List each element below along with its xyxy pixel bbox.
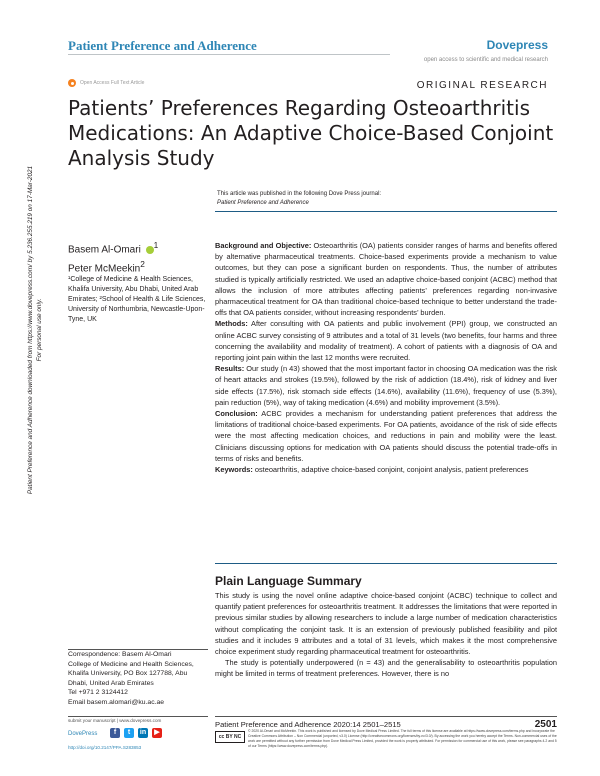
footer-rule xyxy=(215,716,557,717)
author-1 xyxy=(68,238,158,257)
orcid-icon[interactable] xyxy=(146,246,154,254)
abstract-results xyxy=(215,363,557,408)
abstract-heading: Background and Objective: xyxy=(215,241,312,250)
abstract-heading: Methods: xyxy=(215,319,248,329)
abstract-text: Our study (n 43) showed that the most important factor in choosing OA medication was the risk of heart attacks and strokes (19.5%), followed by the risk of addiction (18.4%), risk of kidney and liver side effects (17.5%), risk stomach side effects (14.6%), availability (11.6%), frequency of use (5.3%), pain reduction (5%), way of taking medication (4.6%) and mobility improvement (3.5%). xyxy=(215,364,557,407)
download-line: Patient Preference and Adherence downloaded from https://www.dovepress.com/ by 5.236.255.219 on 17-Mar-2021 xyxy=(27,165,34,495)
journal-name: Patient Preference and Adherence xyxy=(68,38,257,53)
abstract-background xyxy=(215,240,557,318)
abstract-heading: Keywords: xyxy=(215,465,253,475)
correspondence-email[interactable]: Email basem.alomari@ku.ac.ae xyxy=(68,698,165,706)
social-links xyxy=(110,728,162,738)
abstract-text: After consulting with OA patients and public involvement (PPI) group, we constructed an online ACBC survey consisting of 9 attributes and a total of 31 levels (two benefits, four harms and three concerning the availability and modality of treatment). A cohort of patients with a diagnosis of OA and reporting joint pain within the last 12 months were recruited. xyxy=(215,319,557,363)
abstract-heading: Conclusion: xyxy=(215,409,258,419)
publication-note xyxy=(217,190,557,208)
abstract-text: ACBC provides a mechanism for understanding patient preferences that address the limitations of traditional choice-based experiments. For OA patients, avoidance of the risk of side effects were the most affecting medication choices, and reductions in pain and mobility were the least. Clinicians discussing options for medication with OA patients should discuss the potential trade-offs in terms of risks and benefits. xyxy=(215,409,557,463)
author-affil-sup: 1 xyxy=(153,240,159,250)
submit-manuscript-link[interactable]: submit your manuscript | www.dovepress.com xyxy=(68,718,162,723)
affiliations: ¹College of Medicine & Health Sciences, Khalifa University, Abu Dhabi, United Arab Emirates; ²School of Health & Life Sciences, University of Northumbria, Newcastle-Upon-Tyne, UK xyxy=(68,276,206,323)
publication-note-journal: Patient Preference and Adherence xyxy=(217,200,309,206)
abstract-text: osteoarthritis, adaptive choice-based conjoint, conjoint analysis, patient preferences xyxy=(252,465,529,475)
author-2 xyxy=(68,257,158,276)
youtube-icon[interactable]: ▶ xyxy=(152,728,162,738)
publisher-tagline: open access to scientific and medical research xyxy=(423,57,548,63)
article-type: ORIGINAL RESEARCH xyxy=(416,80,548,91)
page-number: 2501 xyxy=(534,719,557,730)
summary-paragraph: This study is using the novel online adaptive choice-based conjoint (ACBC) technique to collect and quantify patient preferences for osteoarthritis treatment. It addresses the limitations that were reported in previous similar studies by allowing researchers to include a large number of medication characteristics without complicating the conjoint task. It is an extension of previously published feasibility and pilot studies and it includes 9 attributes and a total of 31 levels, which makes it the most comprehensive choice experiment study regarding pharmaceutical treatment for osteoarthritis. xyxy=(215,591,557,657)
correspondence-line: Khalifa University, PO Box 127788, Abu xyxy=(68,670,188,678)
license-text: © 2020 Al-Omari and McMeekin. This work is published and licensed by Dove Medical Press Limited. The full terms of this license are available at https://www.dovepress.com/terms.php and incorporate the Creative Commons Attribution – Non Commercial (unported, v3.0) License (http://creativecommons.org/licenses/by-nc/3.0/). By accessing the work you hereby accept the Terms. Non-commercial uses of the work are permitted without any further permission from Dove Medical Press Limited, provided the work is properly attributed. For permission for commercial use of this work, please see paragraphs 4.2 and 5 of our Terms (https://www.dovepress.com/terms.php). xyxy=(248,729,557,748)
header-rule xyxy=(68,54,390,55)
open-access-icon xyxy=(68,79,76,87)
open-access-label xyxy=(68,79,144,87)
abstract-conclusion xyxy=(215,408,557,464)
dovepress-small-logo[interactable]: DovePress xyxy=(68,731,98,737)
plain-language-summary-heading: Plain Language Summary xyxy=(215,574,362,588)
correspondence-line: College of Medicine and Health Sciences, xyxy=(68,660,194,668)
linkedin-icon[interactable]: in xyxy=(139,729,147,736)
download-watermark xyxy=(20,140,58,520)
author-affil-sup: 2 xyxy=(140,259,145,270)
abstract-top-rule xyxy=(215,211,557,212)
correspondence-line: Correspondence: Basem Al-Omari xyxy=(68,651,172,658)
correspondence-line: Dhabi, United Arab Emirates xyxy=(68,679,154,687)
abstract-text: Osteoarthritis (OA) patients consider ranges of harms and benefits offered by alternative pharmaceutical treatments. Choice-based experiments provide a mechanism to value outcomes, but they can pose a significant burden on respondents. Thus, the number of attributes studied is typically artificially restricted. We used an adaptive choice-based conjoint (ACBC) method that allows the inclusion of more attributes affecting patients’ preferences regarding non-invasive pharmaceutical treatment for OA than traditional choice-based technique to better understand the trade-offs that OA patients consider, without increasing respondents’ burden. xyxy=(215,241,557,318)
abstract-heading: Results: xyxy=(215,364,245,374)
open-access-text: Open Access Full Text Article xyxy=(80,80,145,86)
article-title: Patients’ Preferences Regarding Osteoarthritis Medications: An Adaptive Choice-Based Conjoint Analysis Study xyxy=(68,96,554,170)
correspondence xyxy=(68,650,208,708)
doi-link[interactable]: http://doi.org/10.2147/PPA.S283853 xyxy=(68,745,142,750)
author-list xyxy=(68,238,158,277)
publication-note-line: This article was published in the following Dove Press journal: xyxy=(217,191,382,197)
author-name[interactable]: Basem Al-Omari xyxy=(68,244,141,256)
correspondence-phone: Tel +971 2 3124412 xyxy=(68,689,128,697)
facebook-icon[interactable]: f xyxy=(110,728,120,738)
abstract-bottom-rule xyxy=(215,563,557,564)
author-name[interactable]: Peter McMeekin xyxy=(68,263,141,275)
plain-language-summary xyxy=(215,590,557,680)
twitter-icon[interactable]: t xyxy=(124,728,134,738)
submit-rule xyxy=(68,716,208,717)
abstract-methods xyxy=(215,318,557,363)
dovepress-logo[interactable]: Dovepress xyxy=(486,38,548,52)
creative-commons-icon[interactable]: cc BY NC xyxy=(215,731,245,743)
personal-use-line: For personal use only. xyxy=(36,298,43,362)
footer-citation: Patient Preference and Adherence 2020:14 2501–2515 xyxy=(215,720,401,729)
summary-paragraph: The study is potentially underpowered (n = 43) and the generalisability to osteoarthritis population might be limited in terms of treatment preferences. However, there is no xyxy=(215,658,557,679)
abstract xyxy=(215,240,557,475)
abstract-keywords xyxy=(215,464,557,475)
